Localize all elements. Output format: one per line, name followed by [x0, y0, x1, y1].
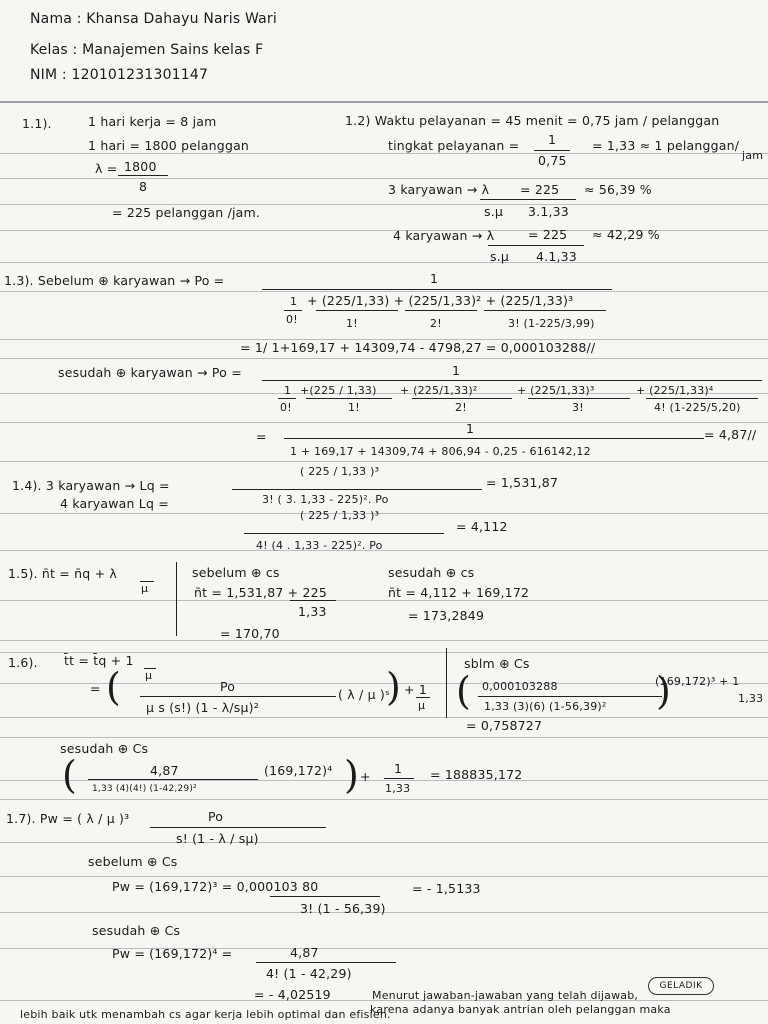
q12-3k-num: = 225	[520, 182, 560, 197]
q15-after-head: sesudah ⊕ cs	[388, 565, 475, 580]
divider	[446, 648, 447, 718]
q12-4k-num: = 225	[528, 227, 568, 242]
fraction-bar	[284, 310, 302, 311]
q15-after-calc: n̄t = 4,112 + 169,172	[388, 585, 530, 600]
q13-s2-den: 1!	[348, 401, 360, 414]
ruled-line	[0, 178, 768, 179]
q12-3k-den2: 3.1,33	[528, 204, 569, 219]
q14-label-3k: 1.4). 3 karyawan → Lq =	[12, 478, 170, 493]
q16-right-num: 0,000103288	[482, 680, 558, 693]
q12-3k-result: ≈ 56,39 %	[584, 182, 652, 197]
q16-equals: =	[90, 681, 101, 696]
q16-right-head: sblm ⊕ Cs	[464, 656, 530, 671]
fraction-bar	[405, 310, 477, 311]
q16-plus-mu: μ	[418, 699, 426, 712]
q13-one: 1	[430, 271, 439, 286]
fraction-bar	[306, 398, 392, 399]
fraction-bar	[488, 245, 584, 246]
q14-result-3k: = 1,531,87	[486, 475, 559, 490]
fraction-bar	[232, 489, 482, 490]
right-paren: )	[386, 665, 401, 709]
q16-right-133: 1,33	[738, 692, 764, 705]
q17-after-calc: Pw = (169,172)⁴ =	[112, 946, 233, 961]
q17-po: Po	[208, 809, 224, 824]
ruled-line	[0, 153, 768, 154]
q12-rate-den: 0,75	[538, 153, 567, 168]
ruled-line	[0, 262, 768, 263]
q13-s4-num: + (225/1,33)³	[517, 384, 595, 397]
fraction-bar	[528, 398, 630, 399]
fraction-bar	[480, 199, 576, 200]
q16-right-pow: (169,172)³ + 1	[655, 675, 740, 688]
right-paren: )	[656, 669, 671, 713]
fraction-bar	[262, 289, 612, 290]
ruled-line	[0, 422, 768, 423]
q17-before-den: 3! (1 - 56,39)	[300, 901, 386, 916]
q14-den-3k: 3! ( 3. 1,33 - 225)². Po	[262, 493, 389, 506]
fraction-bar	[150, 827, 326, 828]
q17-after-den: 4! (1 - 42,29)	[266, 966, 352, 981]
student-class: Kelas : Manajemen Sains kelas F	[30, 42, 264, 58]
q12-service-time: 1.2) Waktu pelayanan = 45 menit = 0,75 jam / pelanggan	[345, 113, 720, 128]
q12-3k-den1: s.μ	[484, 204, 504, 219]
q15-before-den: 1,33	[298, 604, 327, 619]
left-paren: (	[106, 665, 121, 709]
q13-s3-den: 2!	[455, 401, 467, 414]
ruled-line	[0, 842, 768, 843]
q13-final-den: 1 + 169,17 + 14309,74 + 806,94 - 0,25 - 616142,12	[290, 445, 591, 458]
right-paren: )	[344, 753, 359, 797]
q17-conclusion-2: karena adanya banyak antrian oleh pelanggan maka	[370, 1003, 671, 1016]
watermark-logo: GELADIK	[648, 977, 714, 995]
q12-4k-den2: 4.1,33	[536, 249, 577, 264]
fraction-bar	[478, 696, 662, 697]
q16-right-result: = 0,758727	[466, 718, 543, 733]
q13-s3-num: + (225/1,33)²	[400, 384, 478, 397]
q13-t2-num: + (225/1,33) + (225/1,33)² + (225/1,33)³	[307, 293, 574, 308]
q13-value-after: = 4,87//	[704, 427, 757, 442]
q16-after-pow: (169,172)⁴	[264, 763, 333, 778]
q15-mu: μ	[141, 582, 149, 595]
q16-formula: t̄t = t̄q + 1	[64, 653, 134, 668]
q13-t2-den3: 3! (1-225/3,99)	[508, 317, 595, 330]
fraction-bar	[244, 533, 444, 534]
q17-before-calc: Pw = (169,172)³ = 0,000103 80	[112, 879, 319, 894]
q15-before-calc: n̄t = 1,531,87 + 225	[194, 585, 327, 600]
q13-s5-den: 4! (1-225/5,20)	[654, 401, 741, 414]
student-id: NIM : 120101231301147	[30, 67, 209, 83]
q17-conclusion-1: Menurut jawaban-jawaban yang telah dijawab,	[372, 989, 639, 1002]
q13-before-label: 1.3). Sebelum ⊕ karyawan → Po =	[4, 273, 225, 288]
q16-plus-one: + 1	[404, 682, 427, 697]
q13-s4-den: 3!	[572, 401, 584, 414]
fraction-bar	[484, 310, 606, 311]
q16-number: 1.6).	[8, 655, 38, 670]
left-paren: (	[456, 669, 471, 713]
q16-lambda-mu: ( λ / μ )ˢ	[338, 687, 390, 702]
q15-before-head: sebelum ⊕ cs	[192, 565, 280, 580]
q12-rate-unit: jam	[742, 149, 764, 162]
q13-t2-den1: 1!	[346, 317, 358, 330]
q16-after-result: = 188835,172	[430, 767, 523, 782]
q17-den: s! (1 - λ / sμ)	[176, 831, 259, 846]
q16-after-one: 1	[394, 761, 403, 776]
q13-s1-den: 0!	[280, 401, 292, 414]
q16-after-den: 1,33 (4)(4!) (1-42,29)²	[92, 784, 197, 794]
q12-service-rate: tingkat pelayanan =	[388, 138, 520, 153]
fraction-bar	[412, 398, 512, 399]
q12-4k-den1: s.μ	[490, 249, 510, 264]
q14-den-4k: 4! (4 . 1,33 - 225)². Po	[256, 539, 383, 552]
q15-formula: 1.5). n̄t = n̄q + λ	[8, 566, 118, 581]
q16-after-head: sesudah ⊕ Cs	[60, 741, 149, 756]
q13-one-after: 1	[452, 363, 461, 378]
q17-before-head: sebelum ⊕ Cs	[88, 854, 178, 869]
q16-po: Po	[220, 679, 236, 694]
q16-after-plus: +	[360, 769, 371, 784]
q14-result-4k: = 4,112	[456, 519, 508, 534]
student-name: Nama : Khansa Dahayu Naris Wari	[30, 11, 277, 27]
fraction-bar	[118, 175, 168, 176]
ruled-line	[0, 600, 768, 601]
q17-conclusion-3: lebih baik utk menambah cs agar kerja lebih optimal dan efisien.	[20, 1008, 391, 1021]
ruled-line	[0, 101, 768, 103]
q15-after-result: = 173,2849	[408, 608, 485, 623]
q11-numerator: 1800	[124, 159, 157, 174]
q13-t1-den: 0!	[286, 313, 298, 326]
q16-after-133: 1,33	[385, 782, 411, 795]
q16-den: μ s (s!) (1 - λ/sμ)²	[146, 700, 259, 715]
fraction-bar	[262, 380, 762, 381]
q14-pow2: ( 225 / 1,33 )³	[300, 509, 380, 522]
q12-rate-num: 1	[548, 132, 557, 147]
ruled-line	[0, 461, 768, 462]
q13-s1-num: 1	[284, 384, 292, 397]
ruled-line	[0, 291, 768, 292]
fraction-bar	[256, 962, 396, 963]
fraction-bar	[316, 310, 398, 311]
fraction-bar	[646, 398, 758, 399]
fraction-bar	[284, 438, 704, 439]
q12-4k-label: 4 karyawan → λ	[393, 228, 495, 243]
fraction-bar	[384, 778, 414, 779]
ruled-line	[0, 799, 768, 800]
q17-formula: 1.7). Pw = ( λ / μ )³	[6, 811, 130, 826]
ruled-line	[0, 876, 768, 877]
q11-result: = 225 pelanggan /jam.	[112, 205, 261, 220]
q17-after-num: 4,87	[290, 945, 319, 960]
q14-label-4k: 4 karyawan Lq =	[60, 496, 169, 511]
ruled-line	[0, 717, 768, 718]
q13-s5-num: + (225/1,33)⁴	[636, 384, 714, 397]
q11-number: 1.1).	[22, 116, 52, 131]
q17-after-result: = - 4,02519	[254, 987, 331, 1002]
ruled-line	[0, 358, 768, 359]
fraction-bar	[290, 600, 336, 601]
ruled-line	[0, 513, 768, 514]
left-paren: (	[62, 753, 77, 797]
fraction-bar	[278, 398, 296, 399]
q13-one-final: 1	[466, 421, 475, 436]
q13-t1-num: 1	[290, 295, 298, 308]
q17-before-result: = - 1,5133	[412, 881, 481, 896]
q13-equals: =	[256, 429, 267, 444]
q17-after-head: sesudah ⊕ Cs	[92, 923, 181, 938]
divider	[176, 562, 177, 636]
q13-after-label: sesudah ⊕ karyawan → Po =	[58, 365, 242, 380]
q12-3k-label: 3 karyawan → λ	[388, 182, 490, 197]
q11-denominator: 8	[139, 179, 148, 194]
fraction-bar	[534, 150, 570, 151]
q11-lambda: λ =	[95, 161, 118, 176]
ruled-line	[0, 737, 768, 738]
q16-right-den: 1,33 (3)(6) (1-56,39)²	[484, 700, 607, 713]
fraction-bar	[88, 779, 258, 780]
q11-workday: 1 hari kerja = 8 jam	[88, 114, 217, 129]
q15-before-result: = 170,70	[220, 626, 280, 641]
q16-after-num: 4,87	[150, 763, 179, 778]
q12-4k-result: ≈ 42,29 %	[592, 227, 660, 242]
q13-s2-num: +(225 / 1,33)	[300, 384, 377, 397]
q12-rate-result: = 1,33 ≈ 1 pelanggan/	[592, 138, 740, 153]
ruled-line	[0, 640, 768, 641]
q11-customers: 1 hari = 1800 pelanggan	[88, 138, 250, 153]
q13-value-before: = 1/ 1+169,17 + 14309,74 - 4798,27 = 0,000103288//	[240, 340, 596, 355]
fraction-bar	[270, 896, 380, 897]
ruled-line	[0, 550, 768, 551]
fraction-bar	[140, 696, 336, 697]
q13-t2-den2: 2!	[430, 317, 442, 330]
q16-formula-mu: μ	[145, 669, 153, 682]
q14-pow1: ( 225 / 1,33 )³	[300, 465, 380, 478]
